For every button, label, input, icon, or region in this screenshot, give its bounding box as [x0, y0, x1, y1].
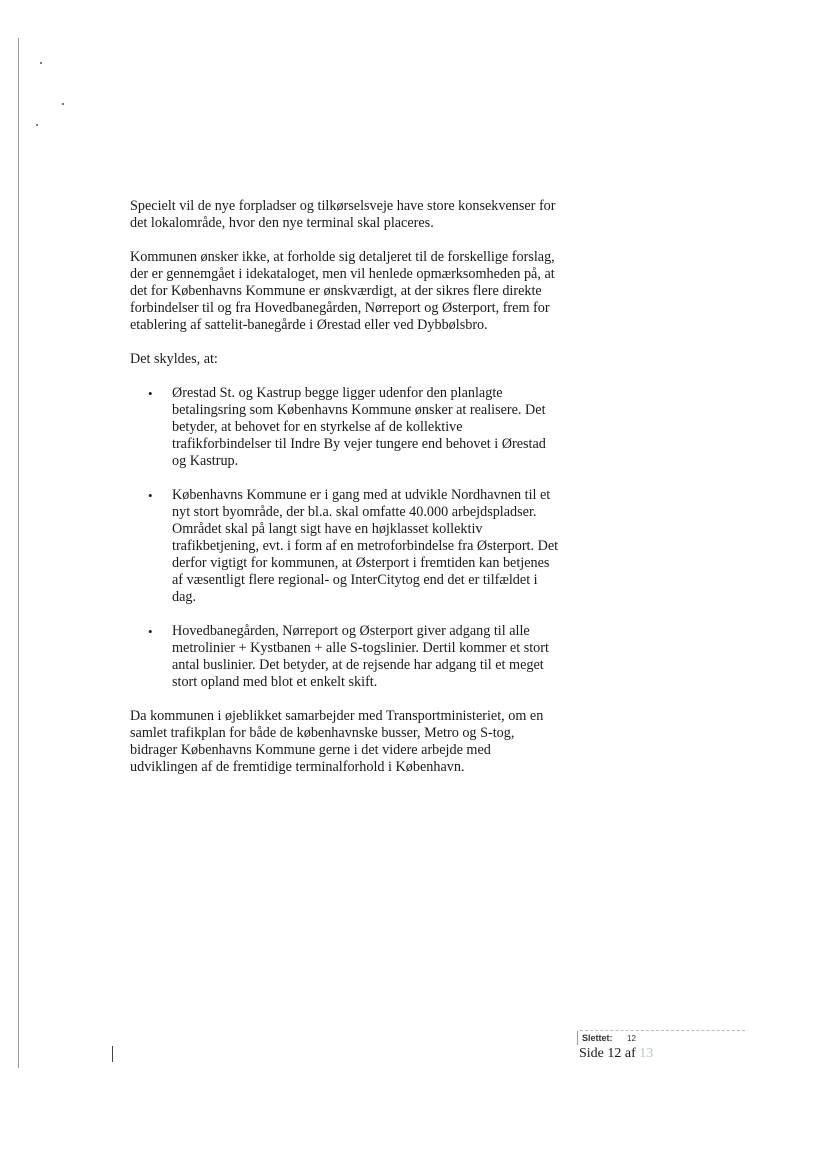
scan-speck: [62, 103, 64, 105]
revision-divider: [580, 1030, 745, 1032]
page-number: [579, 1046, 653, 1062]
paragraph-1: Specielt vil de nye forpladser og tilkørselsveje have store konsekvenser for det lokalområde, hvor den nye terminal skal placeres.: [130, 198, 556, 231]
list-item-text: Hovedbanegården, Nørreport og Østerport giver adgang til alle metrolinier + Kystbanen + alle S-togslinier. Dertil kommer et stort antal buslinier. Det betyder, at de rejsende har adgang til et meget stort opland med blot et enkelt skift.: [172, 623, 549, 690]
scan-speck: [40, 62, 42, 64]
list-item-text: Ørestad St. og Kastrup begge ligger udenfor den planlagte betalingsring som Københavns Kommune ønsker at realisere. Det betyder, at behovet for en styrkelse af de kollektive trafikforbindelser til Indre By vejer tungere end behovet i Ørestad og Kastrup.: [172, 385, 546, 469]
page-total: 13: [639, 1046, 654, 1061]
paragraph-3: Det skyldes, at:: [130, 351, 218, 367]
revision-deleted-label: Slettet:: [582, 1033, 613, 1043]
list-item: [130, 487, 560, 606]
bullet-icon: •: [148, 386, 153, 401]
bullet-icon: •: [148, 488, 153, 503]
scan-speck: [36, 124, 38, 126]
bullet-icon: •: [148, 624, 153, 639]
document-body: [130, 198, 560, 793]
list-item: [130, 623, 560, 691]
revision-bracket: [577, 1031, 578, 1045]
closing-paragraph: Da kommunen i øjeblikket samarbejder med Transportministeriet, om en samlet trafikplan for både de københavnske busser, Metro og S-tog, bidrager Københavns Kommune gerne i det videre arbejde med udviklingen af de fremtidige terminalforhold i København.: [130, 708, 544, 775]
revision-deleted-value: 12: [627, 1034, 636, 1043]
list-item-text: Københavns Kommune er i gang med at udvikle Nordhavnen til et nyt stort byområde, der bl.a. skal omfatte 40.000 arbejdspladser. Området skal på langt sigt have en højklasset kollektiv trafikbetjening, evt. i form af en metroforbindelse fra Østerport. Det derfor vigtigt for kommunen, at Østerport i fremtiden kan betjenes af væsentligt flere regional- og InterCitytog end det er tilfældet i dag.: [172, 487, 559, 605]
page-label: Side 12 af: [579, 1046, 636, 1061]
margin-mark: [112, 1046, 113, 1062]
bullet-list: [130, 385, 560, 691]
list-item: [130, 385, 560, 470]
paragraph-2: Kommunen ønsker ikke, at forholde sig detaljeret til de forskellige forslag, der er gennemgået i idekataloget, men vil henlede opmærksomheden på, at det for Københavns Kommune er ønskværdigt, at der sikres flere direkte forbindelser til og fra Hovedbanegården, Nørreport og Østerport, frem for etablering af sattelit-banegårde i Ørestad eller ved Dybbølsbro.: [130, 249, 555, 333]
scan-left-edge: [18, 38, 19, 1068]
